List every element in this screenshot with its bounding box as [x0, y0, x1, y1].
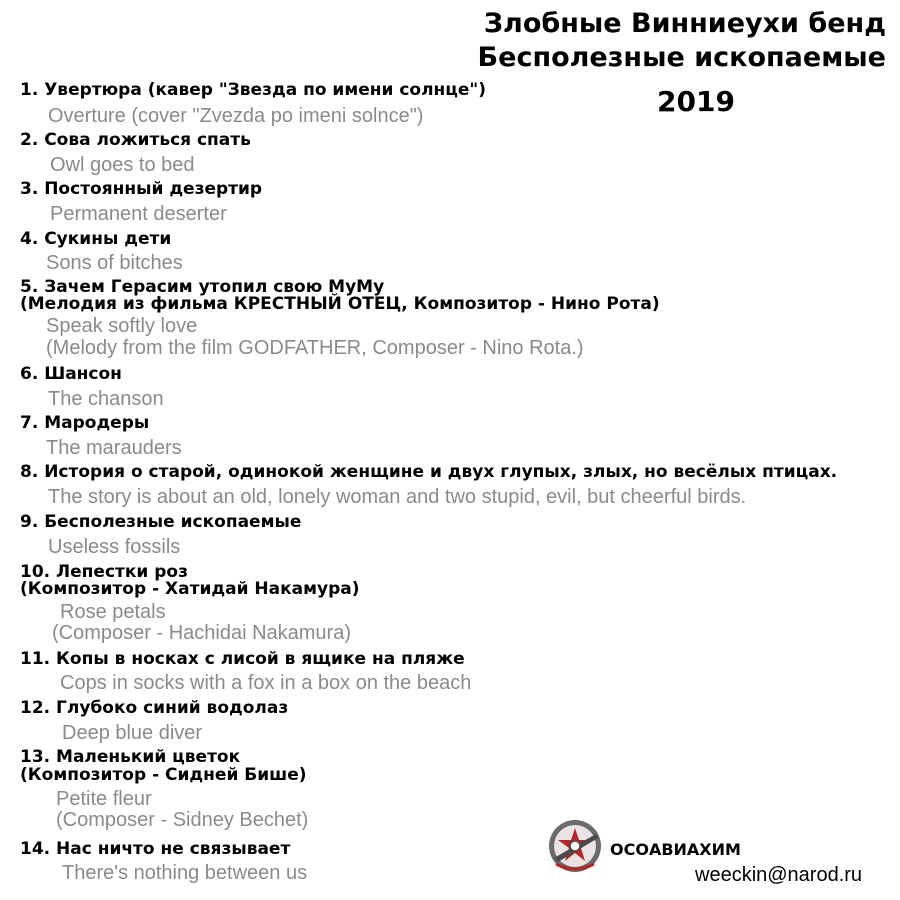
- track-9-title-ru: 9. Бесполезные ископаемые: [20, 512, 302, 532]
- track-6-title-en: The chanson: [48, 388, 164, 410]
- track-1-title-ru: 1. Увертюра (кавер "Звезда по имени солнце"): [20, 80, 487, 100]
- track-2-title-ru: 2. Сова ложиться спать: [20, 130, 251, 150]
- osoaviakhim-emblem-icon: [546, 818, 604, 874]
- track-13-title-en: Petite fleur: [56, 788, 152, 810]
- track-10-note-ru: (Композитор - Хатидай Накамура): [20, 579, 360, 599]
- track-4-title-en: Sons of bitches: [46, 252, 183, 274]
- track-13-title-ru: 13. Маленький цветок: [20, 747, 241, 767]
- track-14-title-ru: 14. Нас ничто не связывает: [20, 839, 291, 859]
- track-13-note-en: (Composer - Sidney Bechet): [56, 809, 309, 831]
- track-11-title-en: Cops in socks with a fox in a box on the beach: [60, 672, 472, 694]
- track-12-title-en: Deep blue diver: [62, 722, 203, 744]
- track-2-title-en: Owl goes to bed: [50, 154, 195, 176]
- album-year: 2019: [657, 85, 735, 118]
- track-6-title-ru: 6. Шансон: [20, 364, 122, 384]
- track-14-title-en: There's nothing between us: [62, 862, 308, 884]
- track-4-title-ru: 4. Сукины дети: [20, 229, 172, 249]
- band-name: Злобные Винниеухи бенд: [483, 8, 886, 39]
- track-13-note-ru: (Композитор - Сидней Бише): [20, 765, 307, 785]
- track-7-title-en: The marauders: [46, 437, 182, 459]
- track-5-note-en: (Melody from the film GODFATHER, Composer - Nino Rota.): [46, 337, 584, 359]
- track-8-title-ru: 8. История о старой, одинокой женщине и двух глупых, злых, но весёлых птицах.: [20, 462, 838, 482]
- track-10-note-en: (Composer - Hachidai Nakamura): [52, 622, 351, 644]
- track-5-note-ru: (Мелодия из фильма КРЕСТНЫЙ ОТЕЦ, Композитор - Нино Рота): [20, 294, 660, 314]
- contact-email: weeckin@narod.ru: [695, 864, 863, 886]
- track-11-title-ru: 11. Копы в носках с лисой в ящике на пляже: [20, 649, 465, 669]
- track-12-title-ru: 12. Глубоко синий водолаз: [20, 698, 289, 718]
- track-3-title-en: Permanent deserter: [50, 203, 227, 225]
- track-8-title-en: The story is about an old, lonely woman and two stupid, evil, but cheerful birds.: [48, 486, 747, 508]
- track-1-title-en: Overture (cover "Zvezda po imeni solnce"): [48, 105, 424, 127]
- track-3-title-ru: 3. Постоянный дезертир: [20, 179, 263, 199]
- track-5-title-en: Speak softly love: [46, 315, 198, 337]
- track-7-title-ru: 7. Мародеры: [20, 413, 150, 433]
- osoaviakhim-label: ОСОАВИАХИМ: [610, 840, 741, 859]
- track-10-title-ru: 10. Лепестки роз: [20, 562, 188, 582]
- track-10-title-en: Rose petals: [60, 601, 166, 623]
- track-9-title-en: Useless fossils: [48, 536, 181, 558]
- track-5-title-ru: 5. Зачем Герасим утопил свою МуМу: [20, 277, 385, 297]
- album-title: Бесполезные ископаемые: [477, 42, 886, 73]
